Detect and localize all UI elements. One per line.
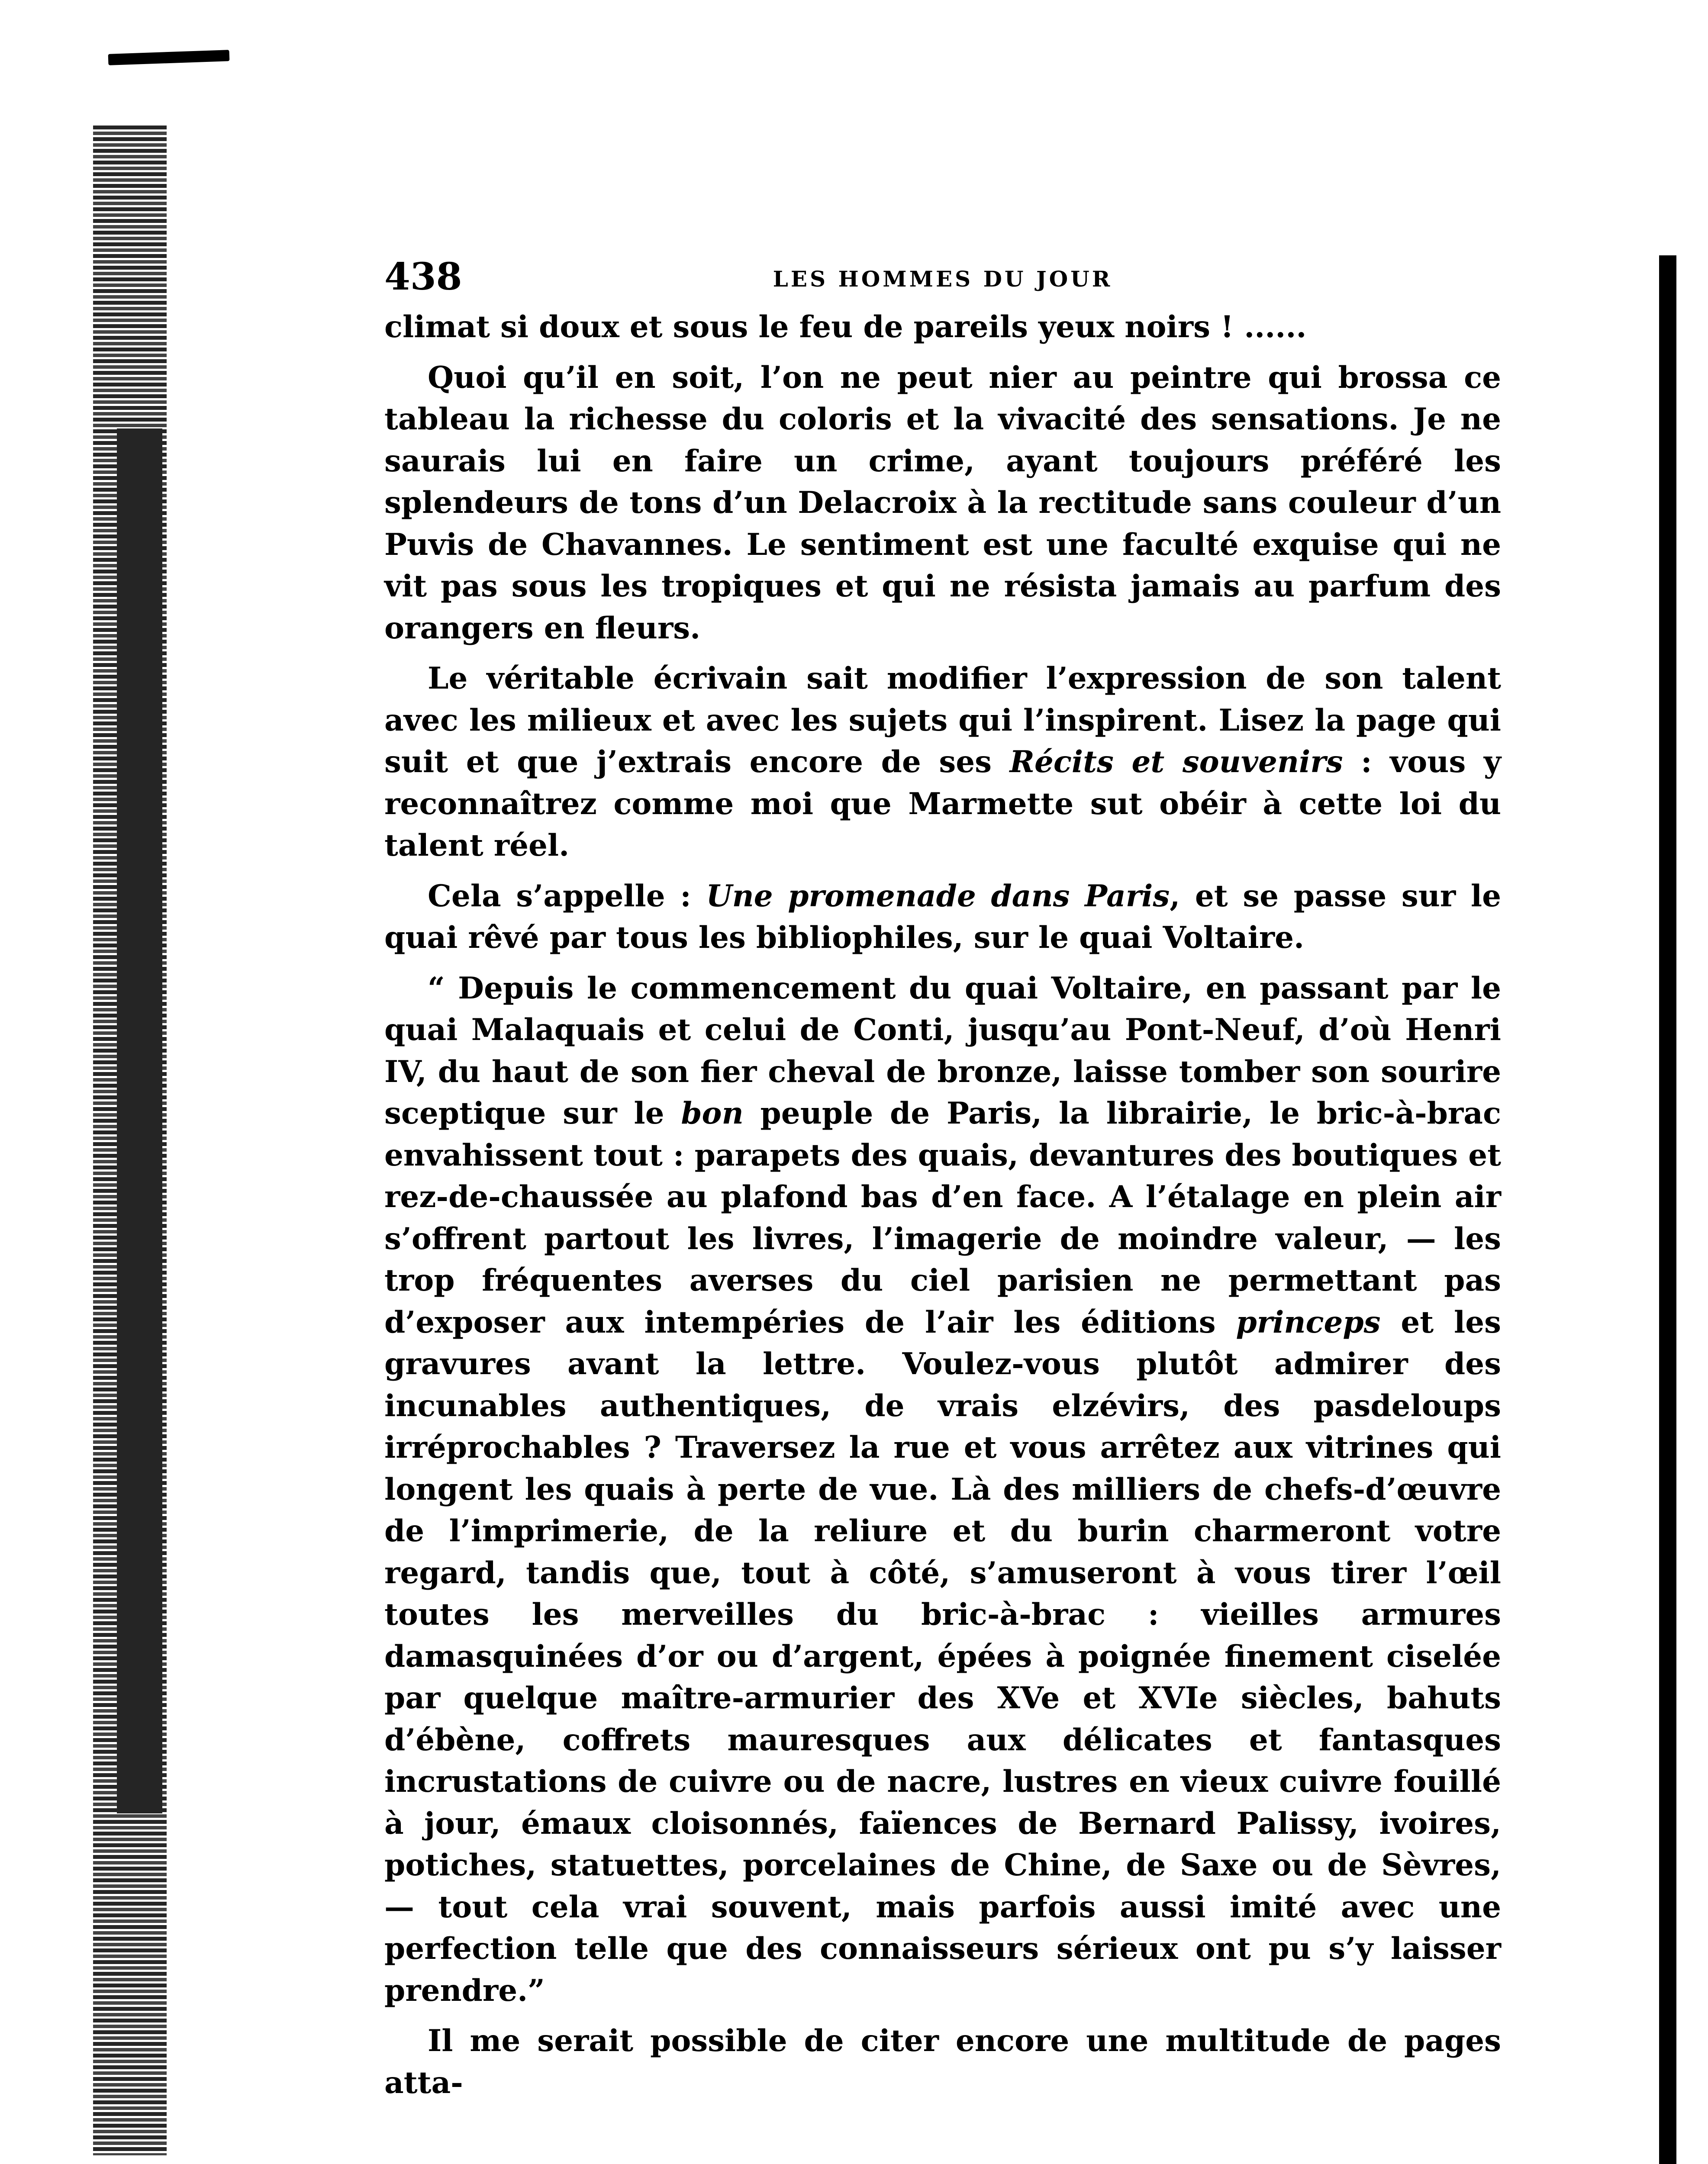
scan-artifact-left-band bbox=[117, 428, 162, 1813]
scan-artifact-right-bar bbox=[1659, 255, 1676, 2164]
text-segment: peuple de Paris, la librairie, le bric-à-brac envahissent tout : parapets des quais, devantures des boutiques et rez-de-chaussée au plafond bas d’en face. A l’étalage en plein air s’offrent partout les livres, l’imagerie de moindre valeur, — les trop fréquentes averses du ciel parisien ne permettant pas d’exposer aux intempéries de l’air les éditions bbox=[384, 1096, 1501, 1340]
text-segment: : vous y reconnaîtrez comme moi que Marmette sut obéir à cette loi du talent réel. bbox=[384, 744, 1502, 863]
italic-title: Une promenade dans Paris bbox=[706, 878, 1170, 914]
scan-artifact-left-edge bbox=[93, 126, 167, 2155]
scan-artifact-top bbox=[108, 50, 230, 65]
italic-word: princeps bbox=[1236, 1304, 1381, 1340]
book-page bbox=[384, 255, 1501, 2104]
text-segment: Quoi qu’il en soit, l’on ne peut nier au peintre qui brossa ce tableau la richesse du coloris et la vivacité des sensations. Je ne saurais lui en faire un crime, ayant toujours préféré les splendeurs de tons d’un Delacroix à la rectitude sans couleur d’un Puvis de Chavannes. Le sentiment est une faculté exquise qui ne vit pas sous les tropiques et qui ne résista jamais au parfum des orangers en fleurs. bbox=[384, 360, 1501, 646]
italic-word: bon bbox=[681, 1096, 744, 1131]
running-title: LES HOMMES DU JOUR bbox=[773, 266, 1113, 292]
paragraph bbox=[384, 658, 1501, 867]
text-segment: Cela s’appelle : bbox=[428, 878, 706, 914]
text-segment: , et se passe sur le quai rêvé par tous les bibliophiles, sur le quai Voltaire. bbox=[384, 878, 1501, 955]
quoted-paragraph bbox=[384, 968, 1501, 2012]
running-head bbox=[384, 255, 1501, 303]
page-number: 438 bbox=[384, 255, 462, 299]
text-segment: climat si doux et sous le feu de pareils yeux noirs ! ...... bbox=[384, 309, 1307, 345]
paragraph-continued bbox=[384, 306, 1501, 348]
italic-title: Récits et souvenirs bbox=[1009, 744, 1343, 779]
text-segment: Il me serait possible de citer encore une multitude de pages atta- bbox=[384, 2023, 1501, 2100]
paragraph bbox=[384, 2020, 1501, 2104]
body-text bbox=[384, 306, 1501, 2104]
paragraph bbox=[384, 357, 1501, 650]
text-segment: et les gravures avant la lettre. Voulez-vous plutôt admirer des incunables authentiques, de vrais elzévirs, des pasdeloups irréprochables ? Traversez la rue et vous arrêtez aux vitrines qui longent les quais à perte de vue. Là des milliers de chefs-d’œuvre de l’imprimerie, de la reliure et du burin charmeront votre regard, tandis que, tout à côté, s’amuseront à vous tirer l’œil toutes les merveilles du bric-à-brac : vieilles armures damasquinées d’or ou d’argent, épées à poignée finement ciselée par quelque maître-armurier des XVe et XVIe siècles, bahuts d’ébène, coffrets mauresques aux délicates et fantasques incrustations de cuivre ou de nacre, lustres en vieux cuivre fouillé à jour, émaux cloisonnés, faïences de Bernard Palissy, ivoires, potiches, statuettes, porcelaines de Chine, de Saxe ou de Sèvres, — tout cela vrai souvent, mais parfois aussi imité avec une perfection telle que des connaisseurs sérieux ont pu s’y laisser prendre.” bbox=[384, 1304, 1501, 2008]
paragraph bbox=[384, 876, 1501, 959]
text-segment: “ Depuis le commencement du quai Voltaire, en passant par le quai Malaquais et celui de Conti, jusqu’au Pont-Neuf, d’où Henri IV, du haut de son fier cheval de bronze, laisse tomber son sourire sceptique sur le bbox=[384, 970, 1501, 1131]
text-segment: Le véritable écrivain sait modifier l’expression de son talent avec les milieux et avec les sujets qui l’inspirent. Lisez la page qui suit et que j’extrais encore de ses bbox=[384, 661, 1501, 779]
